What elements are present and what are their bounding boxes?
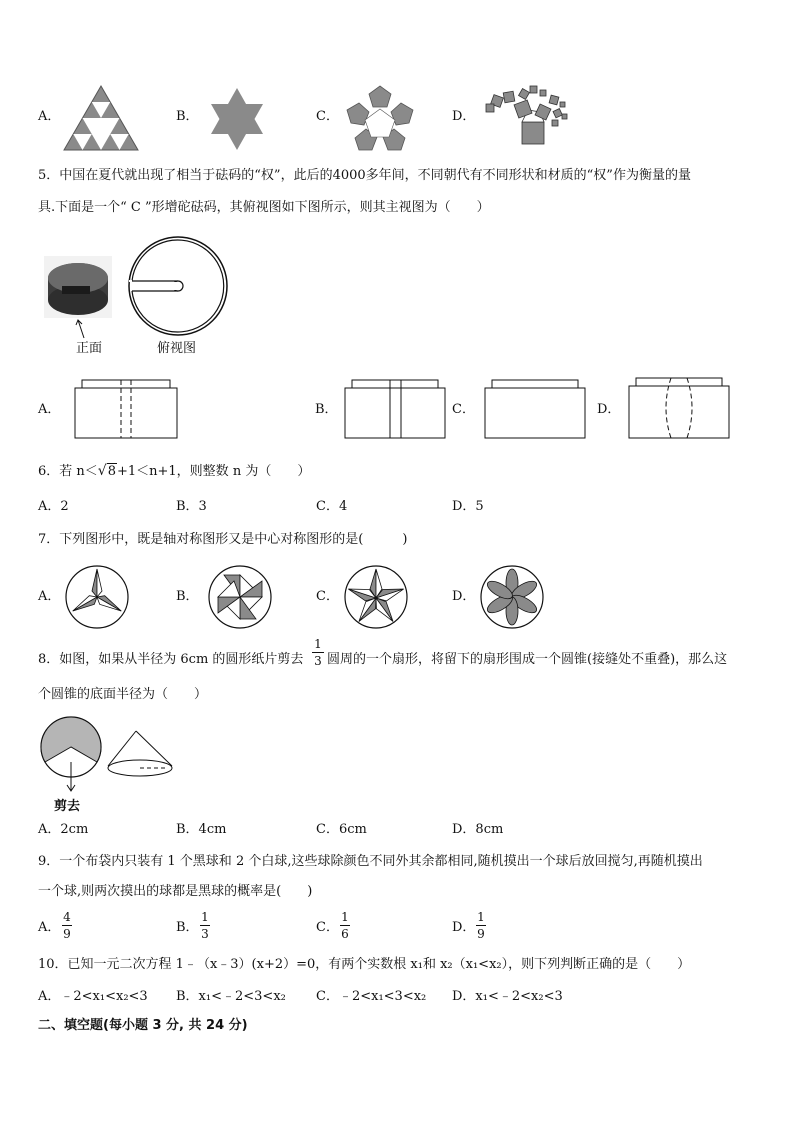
q10-option-b: B．x₁<﹣2<3<x₂ <box>176 989 286 1004</box>
q5-option-d-label: D． <box>597 402 621 417</box>
q6-text <box>38 462 310 481</box>
q6-option-d: D．5 <box>452 499 484 514</box>
q8-fraction-num: 1 <box>314 637 322 651</box>
q5-option-c-label: C． <box>452 402 475 417</box>
q9-option-c-label: C． <box>316 920 339 935</box>
q6-option-c: C．4 <box>316 499 348 514</box>
q6-prefix: 6．若 n＜ <box>38 464 98 479</box>
q9-text-line1: 9．一个布袋内只装有 1 个黑球和 2 个白球,这些球除颜色不同外其余都相同,随机摸出一个球后放回搅匀,再随机摸出 <box>38 854 703 869</box>
q4-option-d-label: D． <box>452 109 476 124</box>
q9-option-d-label: D． <box>452 920 476 935</box>
q8-option-c: C．6cm <box>316 822 367 837</box>
q8-option-a: A．2cm <box>38 822 89 837</box>
fraction-den: 9 <box>63 927 71 941</box>
q7-text: 7．下列图形中，既是轴对称图形又是中心对称图形的是( ) <box>38 532 408 547</box>
q10-option-c: C．﹣2<x₁<3<x₂ <box>316 989 427 1004</box>
q10-text: 10．已知一元二次方程 1﹣（x﹣3）(x+2）=0，有两个实数根 x₁和 x₂（x₁<x₂），则下列判断正确的是（ ） <box>38 957 691 972</box>
q8-fraction <box>312 637 324 668</box>
q8-option-b: B．4cm <box>176 822 227 837</box>
q4-option-a-label: A． <box>38 109 61 124</box>
q9-option-d-fraction <box>476 910 486 941</box>
q8-text-line2: 个圆锥的底面半径为（ ） <box>38 687 208 702</box>
q10-option-d: D．x₁<﹣2<x₂<3 <box>452 989 563 1004</box>
cone-figure <box>104 728 176 780</box>
sqrt-icon: √ <box>97 463 107 479</box>
section-heading: 二、填空题(每小题 3 分, 共 24 分) <box>38 1018 248 1033</box>
weight-photo <box>44 256 112 318</box>
q8-text-line1-post: 圆周的一个扇形，将留下的扇形围成一个圆锥(接缝处不重叠)，那么这 <box>327 652 728 667</box>
hexagram-star-figure <box>206 86 268 152</box>
q8-option-d: D．8cm <box>452 822 504 837</box>
q6-radicand: 8 <box>107 464 116 479</box>
q7-option-d-label: D． <box>452 589 476 604</box>
q7-option-a-label: A． <box>38 589 61 604</box>
fraction-den: 9 <box>477 927 485 941</box>
six-petal-flower-circle-figure <box>479 564 545 630</box>
fraction-num: 1 <box>201 910 209 924</box>
q7-option-c-label: C． <box>316 589 339 604</box>
q5-text-line2: 具.下面是一个“ C ”形增砣砝码，其俯视图如下图所示，则其主视图为（ ） <box>38 200 490 215</box>
q5-option-b-label: B． <box>315 402 338 417</box>
sierpinski-triangle-figure <box>62 84 140 152</box>
q9-option-a-fraction <box>62 910 72 941</box>
front-view-option-b <box>342 378 448 440</box>
pythagoras-tree-figure <box>482 84 572 150</box>
cut-sector-circle-figure <box>38 714 104 796</box>
fraction-num: 1 <box>341 910 349 924</box>
fraction-den: 6 <box>341 927 349 941</box>
q5-option-a-label: A． <box>38 402 61 417</box>
fraction-bar <box>200 925 210 926</box>
fraction-bar <box>476 925 486 926</box>
q8-fraction-den: 3 <box>314 654 322 668</box>
front-view-label: 正面 <box>76 341 103 356</box>
fraction-bar <box>62 925 72 926</box>
q5-text-line1: 5．中国在夏代就出现了相当于砝码的“权”，此后的4000多年间，不同朝代有不同形状和材质的“权”作为衡量的量 <box>38 168 691 183</box>
pentagon-ring-figure <box>343 84 417 154</box>
q9-option-c-fraction <box>340 910 350 941</box>
five-point-star-circle-figure <box>343 564 409 630</box>
q6-option-b: B．3 <box>176 499 207 514</box>
q8-text-line1-pre: 8．如图，如果从半径为 6cm 的圆形纸片剪去 <box>38 652 304 667</box>
q4-option-b-label: B． <box>176 109 199 124</box>
q9-option-b-label: B． <box>176 920 199 935</box>
top-view-diagram <box>126 234 230 338</box>
q7-option-b-label: B． <box>176 589 199 604</box>
q9-option-b-fraction <box>200 910 210 941</box>
fraction-num: 4 <box>63 910 71 924</box>
q6-suffix: +1＜n+1，则整数 n 为（ ） <box>116 464 311 479</box>
pinwheel-circle-figure <box>207 564 273 630</box>
three-blade-circle-figure <box>64 564 130 630</box>
q9-text-line2: 一个球,则两次摸出的球都是黑球的概率是( ) <box>38 884 313 899</box>
cut-label: 剪去 <box>54 799 81 814</box>
front-view-option-d <box>626 376 732 440</box>
q10-option-a: A．﹣2<x₁<x₂<3 <box>38 989 148 1004</box>
fraction-den: 3 <box>201 927 209 941</box>
fraction-bar <box>312 652 324 653</box>
fraction-bar <box>340 925 350 926</box>
fraction-num: 1 <box>477 910 485 924</box>
q6-option-a: A．2 <box>38 499 69 514</box>
q9-option-a-label: A． <box>38 920 61 935</box>
front-view-option-c <box>482 378 588 440</box>
q4-option-c-label: C． <box>316 109 339 124</box>
top-view-label: 俯视图 <box>157 341 197 356</box>
front-view-option-a <box>72 378 180 440</box>
